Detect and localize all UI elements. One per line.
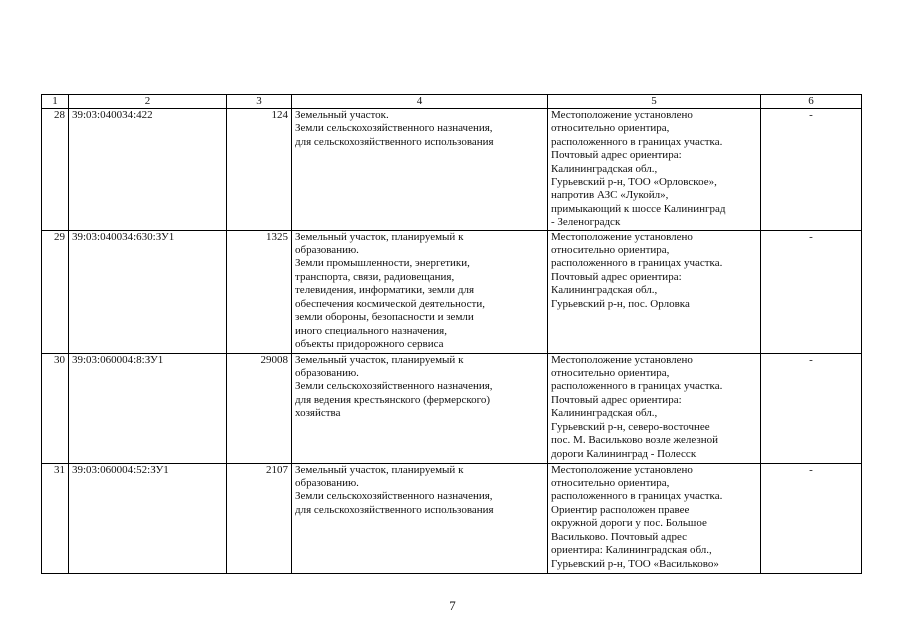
row-number: 30	[42, 353, 69, 463]
row-number: 31	[42, 463, 69, 573]
column-number-row	[42, 95, 862, 109]
column-header: 1	[42, 95, 69, 109]
column-header: 5	[548, 95, 761, 109]
column-header: 3	[227, 95, 292, 109]
table-row	[42, 230, 862, 353]
plot-description: Земельный участок, планируемый к образованию. Земли сельскохозяйственного назначения, для ведения крестьянского (фермерского) хозяйства	[292, 353, 548, 463]
area-value: 2107	[227, 463, 292, 573]
plot-location: Местоположение установлено относительно ориентира, расположенного в границах участка. Почтовый адрес ориентира: Калининградская обл., Гурьевский р-н, северо-восточнее пос. М. Васильково возле железной дороги Калининград - Полесск	[548, 353, 761, 463]
row-number: 29	[42, 230, 69, 353]
page-number: 7	[449, 598, 456, 613]
note-cell: -	[761, 230, 862, 353]
note-cell: -	[761, 353, 862, 463]
row-number: 28	[42, 109, 69, 231]
plot-location: Местоположение установлено относительно ориентира, расположенного в границах участка. Ориентир расположен правее окружной дороги у пос. Большое Васильково. Почтовый адрес ориентира: Калининградская обл., Гурьевский р-н, ТОО «Васильково»	[548, 463, 761, 573]
note-cell: -	[761, 463, 862, 573]
cadastral-number: 39:03:040034:630:ЗУ1	[69, 230, 227, 353]
cadastral-number: 39:03:040034:422	[69, 109, 227, 231]
plot-description: Земельный участок, планируемый к образованию. Земли сельскохозяйственного назначения, для сельскохозяйственного использования	[292, 463, 548, 573]
cadastral-number: 39:03:060004:8:ЗУ1	[69, 353, 227, 463]
column-header: 6	[761, 95, 862, 109]
cadastral-number: 39:03:060004:52:ЗУ1	[69, 463, 227, 573]
table-row	[42, 463, 862, 573]
plot-location: Местоположение установлено относительно ориентира, расположенного в границах участка. Почтовый адрес ориентира: Калининградская обл., Гурьевский р-н, ТОО «Орловское», напротив АЗС «Лукойл», примыкающий к шоссе Калининград - Зеленоградск	[548, 109, 761, 231]
land-plots-table	[41, 94, 862, 574]
column-header: 2	[69, 95, 227, 109]
note-cell: -	[761, 109, 862, 231]
plot-description: Земельный участок, планируемый к образованию. Земли промышленности, энергетики, транспорта, связи, радиовещания, телевидения, информатики, земли для обеспечения космической деятельности, земли обороны, безопасности и земли иного специального назначения, объекты придорожного сервиса	[292, 230, 548, 353]
area-value: 29008	[227, 353, 292, 463]
table-row	[42, 109, 862, 231]
area-value: 124	[227, 109, 292, 231]
column-header: 4	[292, 95, 548, 109]
table-row	[42, 353, 862, 463]
plot-description: Земельный участок. Земли сельскохозяйственного назначения, для сельскохозяйственного использования	[292, 109, 548, 231]
area-value: 1325	[227, 230, 292, 353]
plot-location: Местоположение установлено относительно ориентира, расположенного в границах участка. Почтовый адрес ориентира: Калининградская обл., Гурьевский р-н, пос. Орловка	[548, 230, 761, 353]
